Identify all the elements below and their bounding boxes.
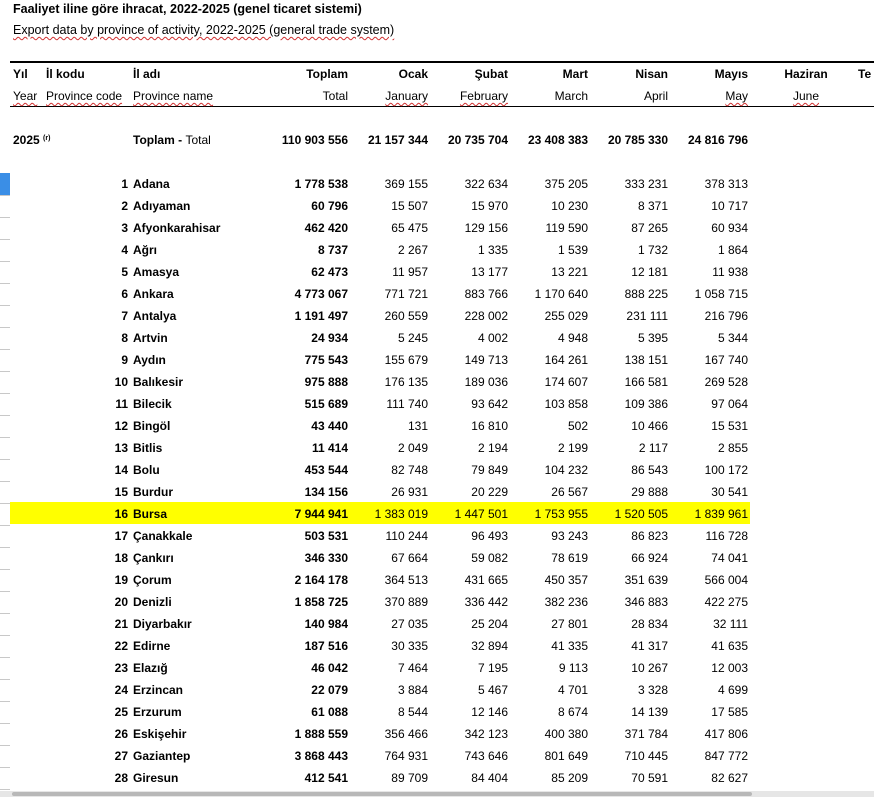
row-header-separator <box>0 701 10 702</box>
header-month-en: April <box>643 89 668 103</box>
province-month-value: 149 713 <box>464 353 508 367</box>
province-total: 4 773 067 <box>294 287 348 301</box>
province-total: 134 156 <box>304 485 348 499</box>
province-code: 18 <box>114 551 128 565</box>
province-name: Balıkesir <box>133 375 184 389</box>
header-month-tr: Nisan <box>635 67 668 81</box>
province-code: 7 <box>121 309 128 323</box>
province-month-value: 60 934 <box>711 221 748 235</box>
header-month-en: February <box>459 89 508 103</box>
province-month-value: 89 709 <box>391 771 428 785</box>
province-month-value: 422 275 <box>704 595 748 609</box>
province-code: 25 <box>114 705 128 719</box>
province-month-value: 8 544 <box>397 705 428 719</box>
province-month-value: 131 <box>407 419 428 433</box>
header-month-tr: Mart <box>562 67 588 81</box>
total-value: 20 735 704 <box>447 133 508 147</box>
header-top-border <box>10 61 874 63</box>
province-month-value: 2 194 <box>477 441 508 455</box>
province-month-value: 100 172 <box>704 463 748 477</box>
province-month-value: 3 884 <box>397 683 428 697</box>
header-month-tr: Mayıs <box>714 67 748 81</box>
row-header-separator <box>0 437 10 438</box>
province-code: 14 <box>114 463 128 477</box>
province-month-value: 32 894 <box>471 639 508 653</box>
province-month-value: 97 064 <box>711 397 748 411</box>
province-month-value: 67 664 <box>391 551 428 565</box>
province-month-value: 1 058 715 <box>694 287 748 301</box>
province-total: 2 164 178 <box>294 573 348 587</box>
province-name: Erzurum <box>133 705 182 719</box>
province-month-value: 502 <box>567 419 588 433</box>
province-month-value: 85 209 <box>551 771 588 785</box>
province-month-value: 382 236 <box>544 595 588 609</box>
province-month-value: 566 004 <box>704 573 748 587</box>
header-total-en: Total <box>322 89 348 103</box>
header-name-en: Province name <box>133 89 214 103</box>
province-month-value: 129 156 <box>464 221 508 235</box>
province-month-value: 17 585 <box>711 705 748 719</box>
province-total: 11 414 <box>311 441 348 455</box>
row-header-separator <box>0 547 10 548</box>
province-month-value: 20 229 <box>471 485 508 499</box>
province-month-value: 27 035 <box>391 617 428 631</box>
province-month-value: 333 231 <box>624 177 668 191</box>
province-month-value: 30 541 <box>711 485 748 499</box>
province-name: Bolu <box>133 463 160 477</box>
province-total: 346 330 <box>304 551 348 565</box>
province-month-value: 336 442 <box>464 595 508 609</box>
header-june-tr: Haziran <box>784 67 828 81</box>
province-name: Çanakkale <box>133 529 193 543</box>
province-month-value: 342 123 <box>464 727 508 741</box>
province-month-value: 2 199 <box>557 441 588 455</box>
province-month-value: 7 464 <box>397 661 428 675</box>
province-month-value: 3 328 <box>637 683 668 697</box>
province-month-value: 1 864 <box>717 243 748 257</box>
province-name: Ankara <box>133 287 174 301</box>
province-month-value: 369 155 <box>384 177 428 191</box>
province-total: 187 516 <box>304 639 348 653</box>
province-name: Bitlis <box>133 441 163 455</box>
province-month-value: 4 002 <box>477 331 508 345</box>
province-name: Gaziantep <box>133 749 191 763</box>
province-month-value: 78 619 <box>551 551 588 565</box>
province-month-value: 86 543 <box>631 463 668 477</box>
province-code: 15 <box>114 485 128 499</box>
row-header-separator <box>0 613 10 614</box>
province-month-value: 28 834 <box>631 617 668 631</box>
row-header-separator <box>0 635 10 636</box>
province-total: 46 042 <box>311 661 348 675</box>
province-total: 8 737 <box>317 243 348 257</box>
province-month-value: 2 049 <box>397 441 428 455</box>
province-month-value: 417 806 <box>704 727 748 741</box>
total-value: 20 785 330 <box>607 133 668 147</box>
province-code: 10 <box>114 375 128 389</box>
header-code-tr: İl kodu <box>46 67 85 81</box>
row-header-separator <box>0 525 10 526</box>
province-month-value: 12 003 <box>711 661 748 675</box>
province-month-value: 30 335 <box>391 639 428 653</box>
province-month-value: 93 642 <box>471 397 508 411</box>
province-code: 3 <box>121 221 128 235</box>
header-month-en: March <box>554 89 588 103</box>
province-total: 503 531 <box>304 529 348 543</box>
province-month-value: 743 646 <box>464 749 508 763</box>
province-month-value: 26 931 <box>391 485 428 499</box>
province-code: 4 <box>121 243 128 257</box>
province-code: 20 <box>114 595 128 609</box>
header-next-tr: Te <box>858 67 872 81</box>
province-name: Adana <box>133 177 170 191</box>
province-month-value: 1 732 <box>637 243 668 257</box>
province-month-value: 166 581 <box>624 375 668 389</box>
province-month-value: 174 607 <box>544 375 588 389</box>
province-month-value: 110 244 <box>385 529 428 543</box>
province-month-value: 13 221 <box>551 265 588 279</box>
province-month-value: 59 082 <box>471 551 508 565</box>
province-month-value: 847 772 <box>704 749 748 763</box>
province-month-value: 8 674 <box>557 705 588 719</box>
province-code: 11 <box>115 397 128 411</box>
province-code: 8 <box>121 331 128 345</box>
province-month-value: 1 520 505 <box>614 507 668 521</box>
province-month-value: 4 701 <box>557 683 588 697</box>
header-bottom-border <box>10 106 874 107</box>
year-value: 2025 <box>13 133 40 147</box>
province-name: Amasya <box>133 265 180 279</box>
row-header-separator <box>0 305 10 306</box>
province-total: 140 984 <box>304 617 348 631</box>
province-name: Adıyaman <box>133 199 191 213</box>
province-month-value: 9 113 <box>558 661 588 675</box>
province-month-value: 771 721 <box>384 287 428 301</box>
sheet-subtitle: Export data by province of activity, 2022-2025 (general trade system) <box>13 23 395 37</box>
province-month-value: 10 267 <box>631 661 668 675</box>
province-total: 3 868 443 <box>294 749 348 763</box>
province-code: 19 <box>114 573 128 587</box>
province-month-value: 10 717 <box>711 199 748 213</box>
header-code-en: Province code <box>46 89 123 103</box>
province-code: 23 <box>114 661 128 675</box>
row-header-separator <box>0 657 10 658</box>
province-month-value: 4 699 <box>717 683 748 697</box>
province-code: 9 <box>121 353 128 367</box>
row-header-separator <box>0 745 10 746</box>
province-month-value: 82 748 <box>391 463 428 477</box>
province-total: 975 888 <box>304 375 348 389</box>
province-name: Artvin <box>133 331 168 345</box>
province-code: 17 <box>114 529 128 543</box>
province-month-value: 82 627 <box>711 771 748 785</box>
province-month-value: 1 383 019 <box>374 507 428 521</box>
province-month-value: 15 507 <box>391 199 428 213</box>
province-month-value: 16 810 <box>471 419 508 433</box>
row-header-separator <box>0 789 10 790</box>
province-month-value: 888 225 <box>624 287 668 301</box>
province-name: Elazığ <box>133 661 168 675</box>
row-header-separator <box>0 349 10 350</box>
row-header-strip[interactable] <box>0 0 10 797</box>
header-year-tr: Yıl <box>13 67 28 81</box>
revised-mark: (r) <box>43 135 51 142</box>
province-month-value: 104 232 <box>544 463 588 477</box>
province-month-value: 14 139 <box>631 705 668 719</box>
province-month-value: 155 679 <box>384 353 428 367</box>
row-header-separator <box>0 283 10 284</box>
province-total: 515 689 <box>304 397 348 411</box>
province-month-value: 32 111 <box>713 617 748 631</box>
province-name: Bilecik <box>133 397 172 411</box>
province-month-value: 65 475 <box>391 221 428 235</box>
year-cell <box>13 132 50 148</box>
province-name: Bingöl <box>133 419 171 433</box>
province-month-value: 164 261 <box>544 353 588 367</box>
province-code: 5 <box>121 265 128 279</box>
header-june-en: June <box>792 89 820 103</box>
province-code: 24 <box>114 683 128 697</box>
province-name: Diyarbakır <box>133 617 192 631</box>
province-total: 62 473 <box>311 265 348 279</box>
province-month-value: 400 380 <box>544 727 588 741</box>
province-name: Antalya <box>133 309 177 323</box>
province-month-value: 11 938 <box>712 265 748 279</box>
province-month-value: 216 796 <box>704 309 748 323</box>
province-code: 27 <box>114 749 128 763</box>
row-header-separator <box>0 415 10 416</box>
province-name: Afyonkarahisar <box>133 221 221 235</box>
total-value: 23 408 383 <box>527 133 588 147</box>
province-month-value: 12 181 <box>631 265 668 279</box>
sheet-title: Faaliyet iline göre ihracat, 2022-2025 (genel ticaret sistemi) <box>13 2 362 16</box>
province-month-value: 103 858 <box>544 397 588 411</box>
province-month-value: 260 559 <box>384 309 428 323</box>
header-name-tr: İl adı <box>133 67 161 81</box>
province-month-value: 119 590 <box>545 221 588 235</box>
province-month-value: 356 466 <box>384 727 428 741</box>
header-month-en: January <box>385 89 428 103</box>
province-name: Çorum <box>133 573 172 587</box>
province-month-value: 27 801 <box>551 617 588 631</box>
province-code: 16 <box>114 507 128 521</box>
province-code: 1 <box>121 177 128 191</box>
province-month-value: 5 245 <box>397 331 428 345</box>
province-month-value: 66 924 <box>631 551 668 565</box>
province-month-value: 79 849 <box>471 463 508 477</box>
province-total: 1 888 559 <box>294 727 348 741</box>
province-code: 2 <box>121 199 128 213</box>
row-header-separator <box>0 459 10 460</box>
province-month-value: 883 766 <box>464 287 508 301</box>
province-month-value: 1 170 640 <box>534 287 588 301</box>
province-month-value: 96 493 <box>471 529 508 543</box>
header-month-tr: Ocak <box>398 67 428 81</box>
province-name: Bursa <box>133 507 168 521</box>
province-month-value: 15 531 <box>711 419 748 433</box>
province-month-value: 370 889 <box>384 595 428 609</box>
selected-row-indicator <box>0 173 10 195</box>
row-header-separator <box>0 239 10 240</box>
province-month-value: 231 111 <box>626 309 668 323</box>
total-label <box>133 132 211 148</box>
row-header-separator <box>0 591 10 592</box>
row-header-separator <box>0 569 10 570</box>
province-month-value: 364 513 <box>384 573 428 587</box>
province-total: 775 543 <box>304 353 348 367</box>
province-month-value: 431 665 <box>464 573 508 587</box>
province-total: 24 934 <box>311 331 348 345</box>
province-month-value: 2 267 <box>397 243 428 257</box>
total-label-en: Total <box>185 133 211 147</box>
province-month-value: 2 855 <box>717 441 748 455</box>
province-month-value: 15 970 <box>471 199 508 213</box>
province-name: Çankırı <box>133 551 174 565</box>
province-month-value: 167 740 <box>704 353 748 367</box>
province-total: 412 541 <box>304 771 348 785</box>
province-month-value: 12 146 <box>471 705 508 719</box>
province-name: Eskişehir <box>133 727 187 741</box>
row-header-separator <box>0 371 10 372</box>
province-month-value: 41 335 <box>551 639 588 653</box>
province-name: Ağrı <box>133 243 157 257</box>
province-month-value: 93 243 <box>551 529 588 543</box>
province-name: Giresun <box>133 771 179 785</box>
province-month-value: 41 635 <box>711 639 748 653</box>
province-month-value: 26 567 <box>551 485 588 499</box>
province-month-value: 176 135 <box>384 375 428 389</box>
province-month-value: 2 117 <box>638 441 668 455</box>
province-month-value: 5 467 <box>477 683 508 697</box>
row-header-separator <box>0 723 10 724</box>
province-total: 7 944 941 <box>294 507 348 521</box>
province-total: 1 778 538 <box>294 177 348 191</box>
total-value: 110 903 556 <box>281 133 348 147</box>
row-header-separator <box>0 679 10 680</box>
province-month-value: 450 357 <box>544 573 588 587</box>
province-month-value: 10 230 <box>551 199 588 213</box>
scrollbar-thumb[interactable] <box>12 792 752 796</box>
province-code: 26 <box>114 727 128 741</box>
province-month-value: 322 634 <box>464 177 508 191</box>
province-total: 1 191 497 <box>294 309 348 323</box>
province-code: 22 <box>114 639 128 653</box>
province-month-value: 1 839 961 <box>694 507 748 521</box>
province-month-value: 87 265 <box>631 221 668 235</box>
row-header-separator <box>0 503 10 504</box>
total-value: 21 157 344 <box>367 133 428 147</box>
province-name: Aydın <box>133 353 166 367</box>
province-code: 28 <box>114 771 128 785</box>
province-month-value: 1 335 <box>477 243 508 257</box>
province-code: 21 <box>114 617 128 631</box>
province-month-value: 84 404 <box>471 771 508 785</box>
total-label-tr: Toplam <box>133 133 175 147</box>
province-month-value: 7 195 <box>477 661 508 675</box>
province-month-value: 255 029 <box>544 309 588 323</box>
province-month-value: 5 344 <box>717 331 748 345</box>
province-total: 453 544 <box>304 463 348 477</box>
province-month-value: 371 784 <box>624 727 668 741</box>
row-header-separator <box>0 217 10 218</box>
province-month-value: 710 445 <box>624 749 668 763</box>
province-month-value: 138 151 <box>624 353 668 367</box>
row-header-separator <box>0 481 10 482</box>
province-month-value: 1 753 955 <box>534 507 588 521</box>
row-header-separator <box>0 767 10 768</box>
province-month-value: 4 948 <box>557 331 588 345</box>
province-month-value: 189 036 <box>464 375 508 389</box>
province-month-value: 801 649 <box>544 749 588 763</box>
province-month-value: 86 823 <box>631 529 668 543</box>
province-month-value: 109 386 <box>624 397 668 411</box>
header-month-en: May <box>725 89 748 103</box>
province-name: Denizli <box>133 595 172 609</box>
province-month-value: 764 931 <box>384 749 428 763</box>
row-header-separator <box>0 261 10 262</box>
province-total: 43 440 <box>311 419 348 433</box>
province-code: 6 <box>121 287 128 301</box>
province-month-value: 5 395 <box>637 331 668 345</box>
row-header-separator <box>0 327 10 328</box>
province-month-value: 346 883 <box>624 595 668 609</box>
province-month-value: 70 591 <box>631 771 668 785</box>
province-month-value: 1 539 <box>557 243 588 257</box>
province-code: 13 <box>114 441 128 455</box>
header-month-tr: Şubat <box>474 67 508 81</box>
province-total: 61 088 <box>311 705 348 719</box>
total-value: 24 816 796 <box>687 133 748 147</box>
province-month-value: 11 957 <box>392 265 428 279</box>
province-month-value: 8 371 <box>637 199 668 213</box>
province-month-value: 13 177 <box>471 265 508 279</box>
header-year-en: Year <box>13 89 38 103</box>
header-month-tr: Toplam <box>306 67 348 81</box>
province-total: 22 079 <box>311 683 348 697</box>
province-month-value: 375 205 <box>544 177 588 191</box>
province-name: Edirne <box>133 639 171 653</box>
province-code: 12 <box>114 419 128 433</box>
province-month-value: 351 639 <box>624 573 668 587</box>
province-month-value: 25 204 <box>471 617 508 631</box>
province-month-value: 228 002 <box>464 309 508 323</box>
province-month-value: 74 041 <box>711 551 748 565</box>
province-month-value: 41 317 <box>631 639 668 653</box>
province-month-value: 10 466 <box>631 419 668 433</box>
province-total: 60 796 <box>311 199 348 213</box>
row-header-separator <box>0 393 10 394</box>
province-month-value: 29 888 <box>631 485 668 499</box>
province-name: Burdur <box>133 485 173 499</box>
province-month-value: 269 528 <box>704 375 748 389</box>
province-name: Erzincan <box>133 683 184 697</box>
row-header-separator <box>0 195 10 196</box>
province-month-value: 1 447 501 <box>454 507 508 521</box>
province-month-value: 111 740 <box>386 397 428 411</box>
total-label-sep: - <box>174 133 186 147</box>
province-total: 1 858 725 <box>294 595 348 609</box>
province-month-value: 116 728 <box>705 529 748 543</box>
province-total: 462 420 <box>304 221 348 235</box>
province-month-value: 378 313 <box>704 177 748 191</box>
